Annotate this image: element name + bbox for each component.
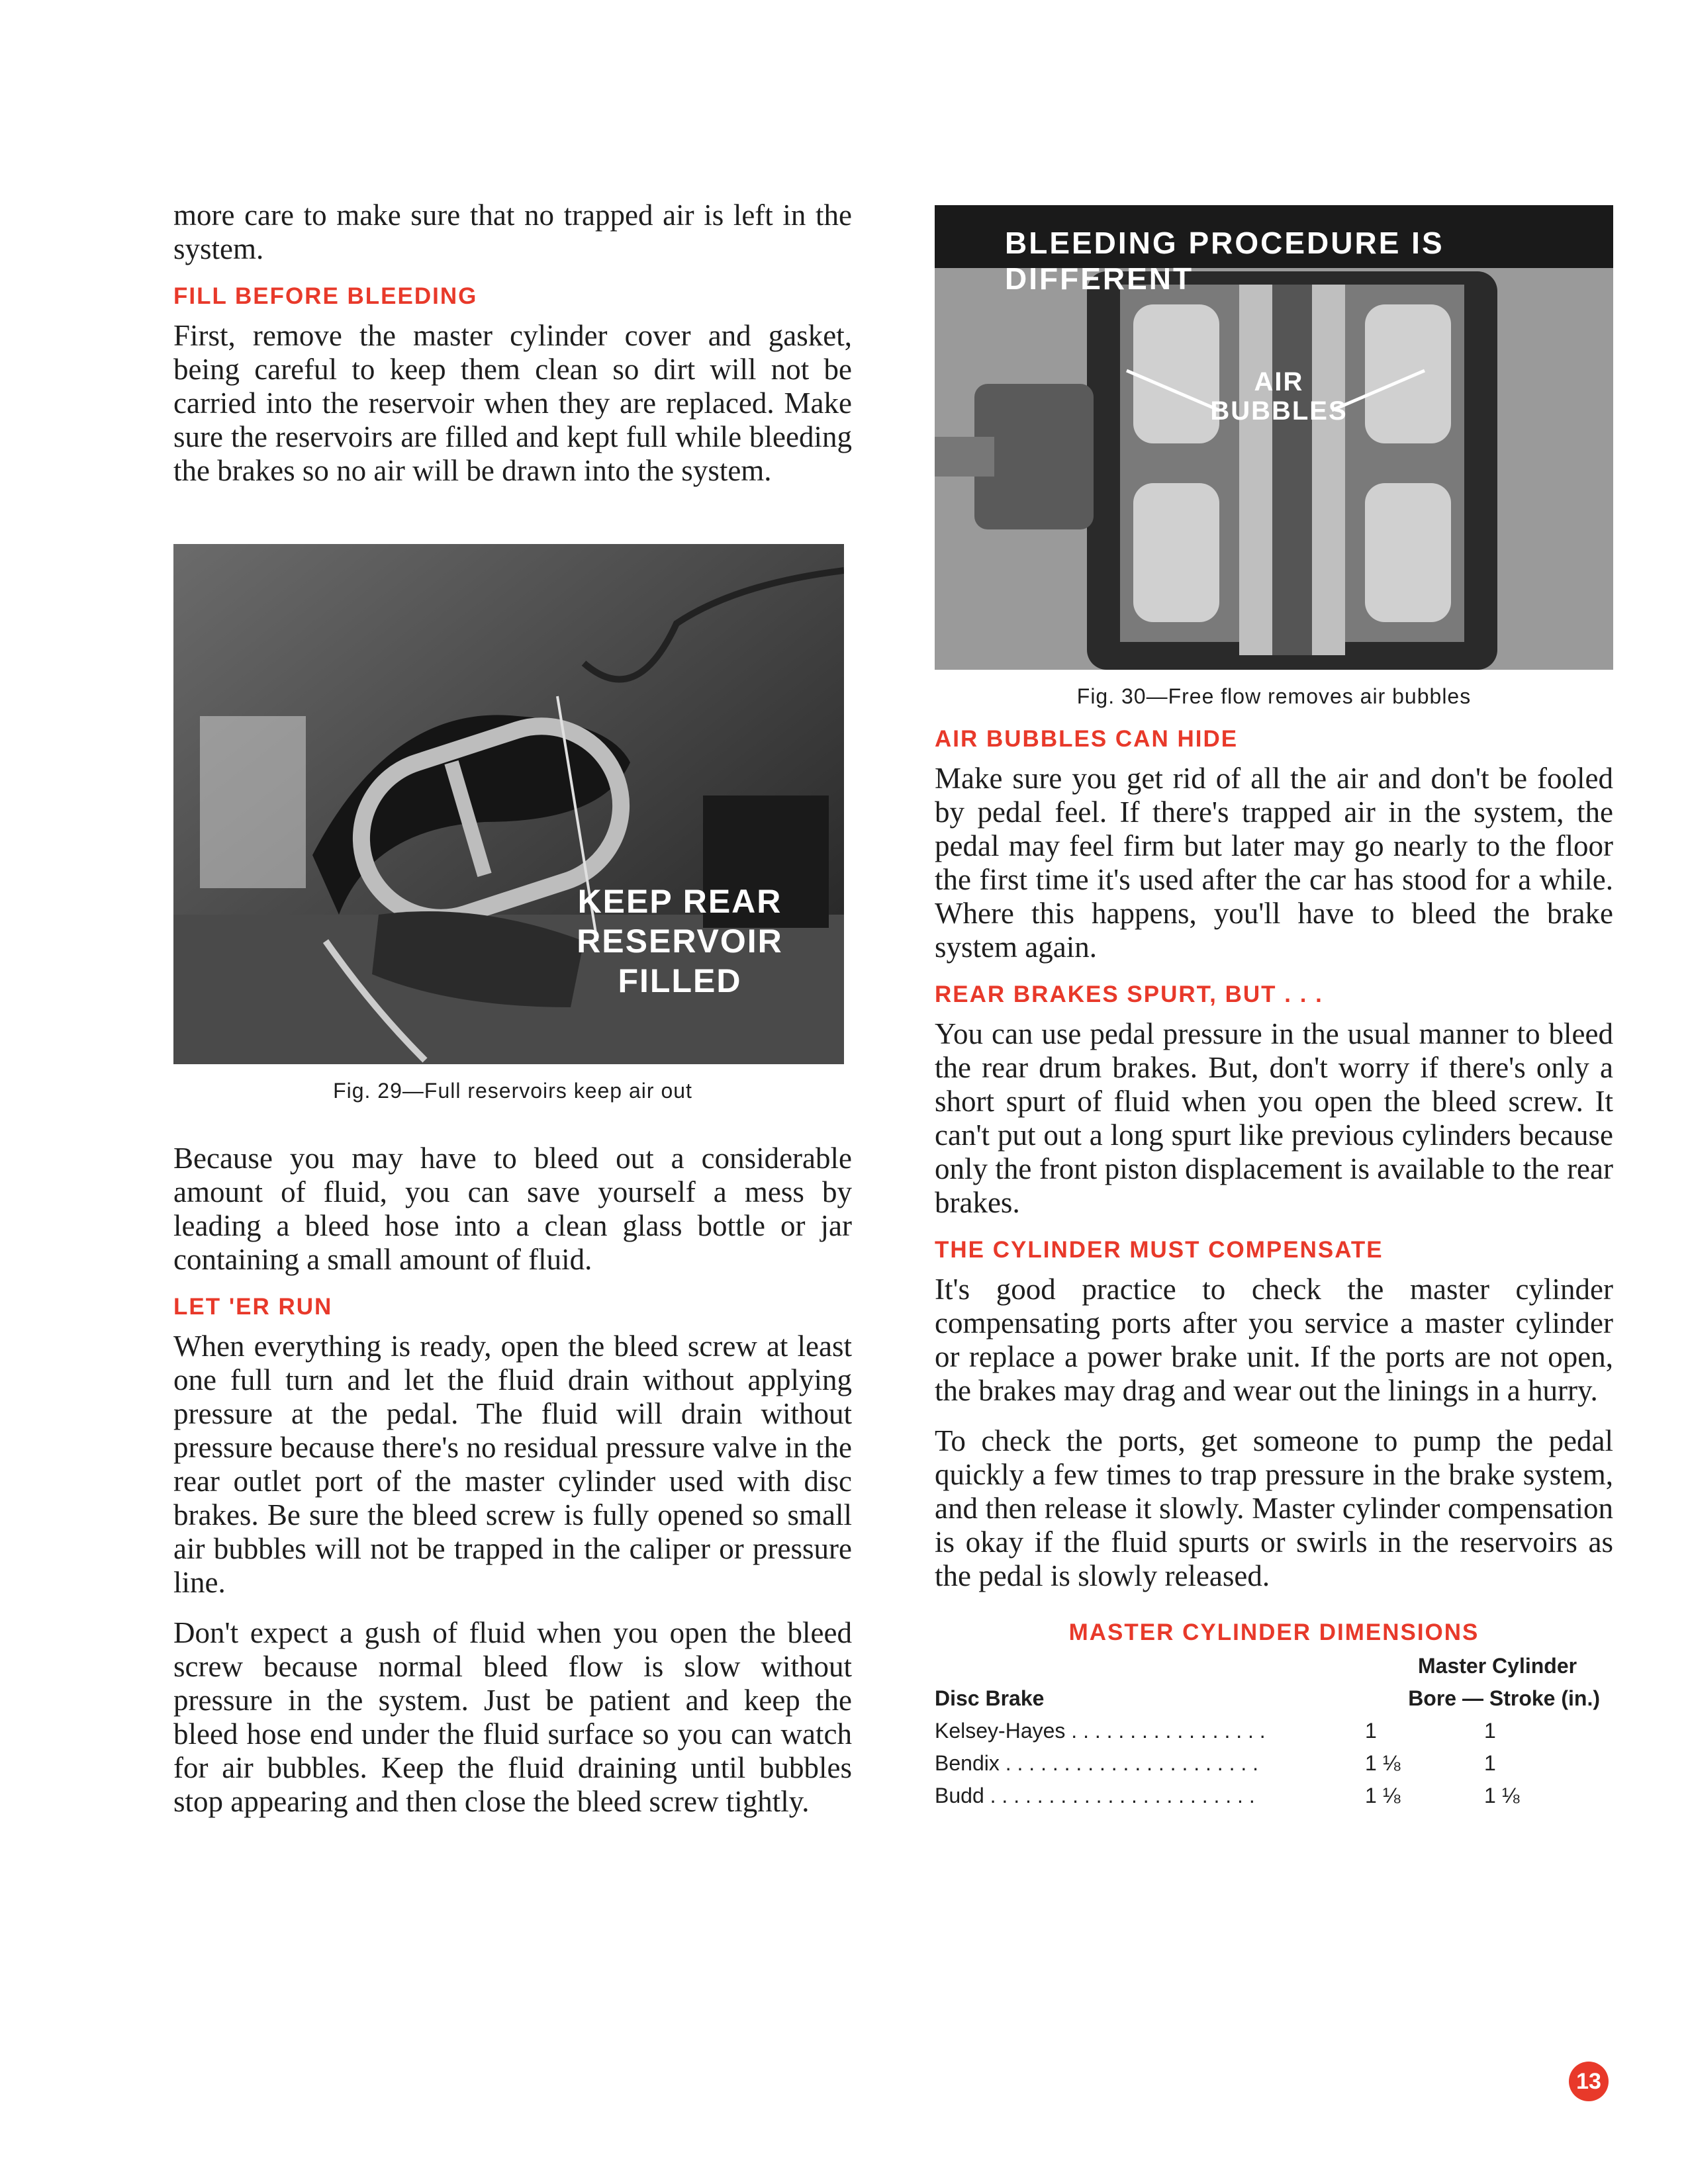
- col-disc-header: Disc Brake: [935, 1686, 1045, 1710]
- leader-dots: . . . . . . . . . . . . . . . . . . . . . .: [1005, 1751, 1259, 1775]
- hide-heading: AIR BUBBLES CAN HIDE: [935, 726, 1239, 752]
- fig29-callout-line1: KEEP REAR: [577, 883, 782, 920]
- dimensions-table: [935, 1650, 1613, 1812]
- fill-paragraph: First, remove the master cylinder cover and gasket, being careful to keep them clean so dirt will not be carried into the reservoir when they are replaced. Make sure the reservoirs are filled and kept full while bleeding the brakes so no air will be drawn into the system.: [173, 319, 852, 487]
- compensate-paragraph-2: To check the ports, get someone to pump the pedal quickly a few times to trap pressure in the brake system, and then release it slowly. Master cylinder compensation is okay if the fluid spurts or swirls in the reservoirs as the pedal is slowly released.: [935, 1424, 1613, 1592]
- col-bore-stroke-header: Bore — Stroke (in.): [1408, 1686, 1600, 1710]
- table-row: [935, 1715, 1613, 1747]
- fig30-banner: BLEEDING PROCEDURE IS DIFFERENT: [1005, 226, 1444, 296]
- brake-name: Budd: [935, 1784, 984, 1807]
- considerable-paragraph: Because you may have to bleed out a considerable amount of fluid, you can save yourself a mess by leading a bleed hose into a clean glass bottle or jar containing a small amount of fluid.: [173, 1142, 852, 1276]
- run-paragraph: When everything is ready, open the bleed screw at least one full turn and let the fluid drain without applying pressure at the pedal. The fluid will drain without pressure because there's no residual pressure valve in the rear outlet port of the master cylinder used with disc brakes. Be sure the bleed screw is fully opened so small air bubbles will not be trapped in the caliper or pressure line.: [173, 1330, 852, 1599]
- left-column: [173, 199, 852, 1835]
- table-row: [935, 1747, 1613, 1780]
- spurt-paragraph: You can use pedal pressure in the usual manner to bleed the rear drum brakes. But, don't worry if there's only a short spurt of fluid when you open the bleed screw. It can't put out a long spurt like previous cylinders because only the front piston displacement is available to the rear brakes.: [935, 1017, 1613, 1219]
- compensate-paragraph-1: It's good practice to check the master cylinder compensating ports after you service a master cylinder or replace a power brake unit. If the ports are not open, the brakes may drag and wear out the linings in a hurry.: [935, 1273, 1613, 1407]
- leader-dots: . . . . . . . . . . . . . . . . .: [1071, 1719, 1266, 1743]
- bore-value: 1 ⅛: [1365, 1751, 1401, 1775]
- fig29-photo: [173, 544, 844, 1064]
- fig30-photo: [935, 205, 1613, 670]
- fig30-callout-line2: BUBBLES: [1210, 396, 1348, 426]
- fig29-callout-line3: FILLED: [618, 962, 742, 999]
- fill-heading: FILL BEFORE BLEEDING: [173, 283, 478, 309]
- gush-paragraph: Don't expect a gush of fluid when you open the bleed screw because normal bleed flow is slow without pressure in the system. Just be patient and keep the bleed hose end under the fluid surface so you can watch for air bubbles. Keep the fluid draining until bubbles stop appearing and then close the bleed screw tightly.: [173, 1616, 852, 1818]
- brake-name: Bendix: [935, 1751, 1000, 1775]
- spurt-heading: REAR BRAKES SPURT, BUT . . .: [935, 981, 1323, 1007]
- run-heading: LET 'ER RUN: [173, 1294, 333, 1320]
- dimensions-title: MASTER CYLINDER DIMENSIONS: [1068, 1619, 1479, 1645]
- fig29-caption: Fig. 29—Full reservoirs keep air out: [333, 1079, 692, 1103]
- stroke-value: 1: [1484, 1751, 1496, 1775]
- compensate-heading: THE CYLINDER MUST COMPENSATE: [935, 1237, 1383, 1263]
- table-row: [935, 1780, 1613, 1812]
- bore-value: 1: [1365, 1719, 1377, 1743]
- intro-paragraph: more care to make sure that no trapped air is left in the system.: [173, 199, 852, 265]
- fig29-callout-line2: RESERVOIR: [577, 923, 783, 960]
- fig30-caption: Fig. 30—Free flow removes air bubbles: [1076, 684, 1472, 708]
- fig30-callout-line1: AIR: [1254, 367, 1304, 396]
- fig29-callout: [571, 882, 789, 1001]
- fig30-callout: [1206, 367, 1352, 426]
- leader-dots: . . . . . . . . . . . . . . . . . . . . . . .: [990, 1784, 1255, 1807]
- stroke-value: 1: [1484, 1719, 1496, 1743]
- group-header: Master Cylinder: [1418, 1654, 1577, 1678]
- bore-value: 1 ⅛: [1365, 1784, 1401, 1807]
- right-column: [935, 205, 1613, 1812]
- stroke-value: 1 ⅛: [1484, 1784, 1520, 1807]
- brake-name: Kelsey-Hayes: [935, 1719, 1066, 1743]
- hide-paragraph: Make sure you get rid of all the air and don't be fooled by pedal feel. If there's trapped air in the system, the pedal may feel firm but later may go nearly to the floor the first time it's used after the car has stood for a while. Where this happens, you'll have to bleed the brake system again.: [935, 762, 1613, 964]
- page-number: 13: [1569, 2062, 1609, 2101]
